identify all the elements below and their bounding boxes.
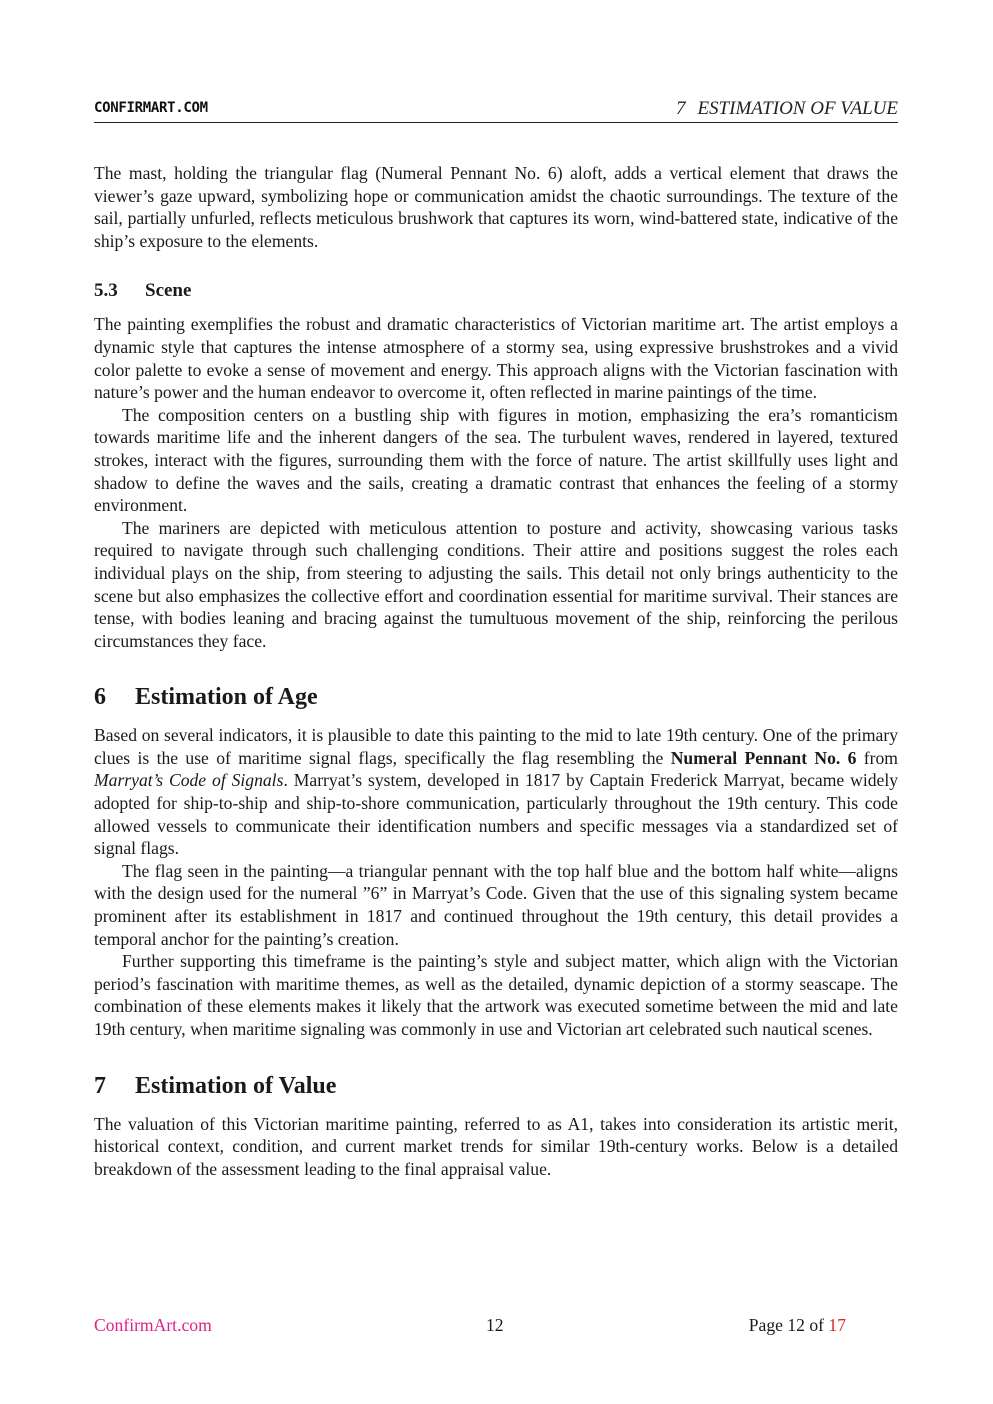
subsection-title: Scene	[145, 280, 192, 302]
footer-page-count	[749, 1315, 846, 1336]
age-paragraph-1	[94, 724, 898, 860]
value-paragraph-1: The valuation of this Victorian maritime painting, referred to as A1, takes into consideration its artistic merit, historical context, condition, and current market trends for similar 19th-century works. Below is a detailed breakdown of the assessment leading to the final appraisal value.	[94, 1113, 898, 1179]
section-heading-7	[94, 1071, 898, 1101]
running-head	[676, 98, 898, 120]
intro-paragraph: The mast, holding the triangular flag (Numeral Pennant No. 6) aloft, adds a vertical element that draws the viewer’s gaze upward, symbolizing hope or communication amidst the chaotic surroundings. The texture of the sail, partially unfurled, reflects meticulous brushwork that captures its worn, wind-battered state, indicative of the ship’s exposure to the elements.	[94, 163, 898, 251]
header-logo: CONFIRMART.COM	[94, 100, 208, 116]
subsection-heading-5-3	[94, 279, 898, 303]
footer-page-number: 12	[486, 1315, 504, 1335]
age-paragraph-2: The flag seen in the painting—a triangular pennant with the top half blue and the bottom half white—aligns with the design used for the numeral ”6” in Marryat’s Code. Given that the use of this signaling system became prominent after its establishment in 1817 and continued throughout the 19th century, this detail provides a temporal anchor for the painting’s creation.	[94, 860, 898, 949]
page-header	[94, 98, 898, 123]
section-title: Estimation of Value	[135, 1072, 337, 1099]
section-number: 6	[94, 684, 106, 711]
scene-paragraph-1: The painting exemplifies the robust and dramatic characteristics of Victorian maritime art. The artist employs a dynamic style that captures the intense atmosphere of a stormy sea, using expressive brushstrokes and a vivid color palette to evoke a sense of movement and energy. This approach aligns with the Victorian fascination with nature’s power and the human endeavor to overcome it, often reflected in marine paintings of the time.	[94, 314, 898, 403]
page-content	[94, 162, 898, 1180]
section-title: Estimation of Age	[135, 684, 318, 711]
page-footer	[94, 1315, 898, 1339]
running-head-title: ESTIMATION OF VALUE	[697, 98, 898, 119]
footer-page-label: Page 12 of	[748, 1315, 829, 1335]
age-paragraph-3: Further supporting this timeframe is the painting’s style and subject matter, which align with the Victorian period’s fascination with maritime themes, as well as the detailed, dynamic depiction of a stormy seascape. The combination of these elements makes it likely that the artwork was executed sometime between the mid and late 19th century, when maritime signaling was commonly in use and Victorian art celebrated such nautical scenes.	[94, 951, 898, 1039]
section-heading-6	[94, 682, 898, 712]
scene-paragraph-2: The composition centers on a bustling ship with figures in motion, emphasizing the era’s romanticism towards maritime life and the inherent dangers of the sea. The turbulent waves, rendered in layered, textured strokes, interact with the figures, surrounding them with the force of nature. The artist skillfully uses light and shadow to define the waves and the sails, creating a dramatic contrast that enhances the feeling of a stormy environment.	[94, 404, 898, 516]
age-text-a: Based on several indicators, it is plausible to date this painting to the mid to late 19th century. One of the primary clues is the use of maritime signal flags, specifically the flag resembling the	[94, 725, 898, 768]
code-title-italic: Marryat’s Code of Signals	[94, 770, 284, 791]
pennant-bold-term: Numeral Pennant No. 6	[670, 747, 857, 768]
subsection-number: 5.3	[94, 280, 118, 302]
scene-paragraph-3: The mariners are depicted with meticulous attention to posture and activity, showcasing various tasks required to navigate through such challenging conditions. Their attire and positions suggest the roles each individual plays on the ship, from steering to adjusting the sails. This detail not only brings authenticity to the scene but also emphasizes the collective effort and coordination essential for maritime survival. Their stances are tense, with bodies leaning and bracing against the tumultuous movement of the ship, reinforcing the perilous circumstances they face.	[94, 517, 898, 651]
section-number: 7	[94, 1072, 106, 1099]
running-head-number: 7	[675, 98, 686, 119]
footer-total-pages-link[interactable]: 17	[828, 1315, 846, 1335]
age-text-b: from	[856, 747, 898, 768]
footer-site-link[interactable]: ConfirmArt.com	[94, 1315, 212, 1335]
age-text-c: . Marryat’s system, developed in 1817 by Captain Frederick Marryat, became widely adopted for ship-to-ship and ship-to-shore communication, particularly throughout the 19th century. This code allowed vessels to communicate their identification numbers and specific messages via a standardized set of signal flags.	[94, 770, 899, 859]
